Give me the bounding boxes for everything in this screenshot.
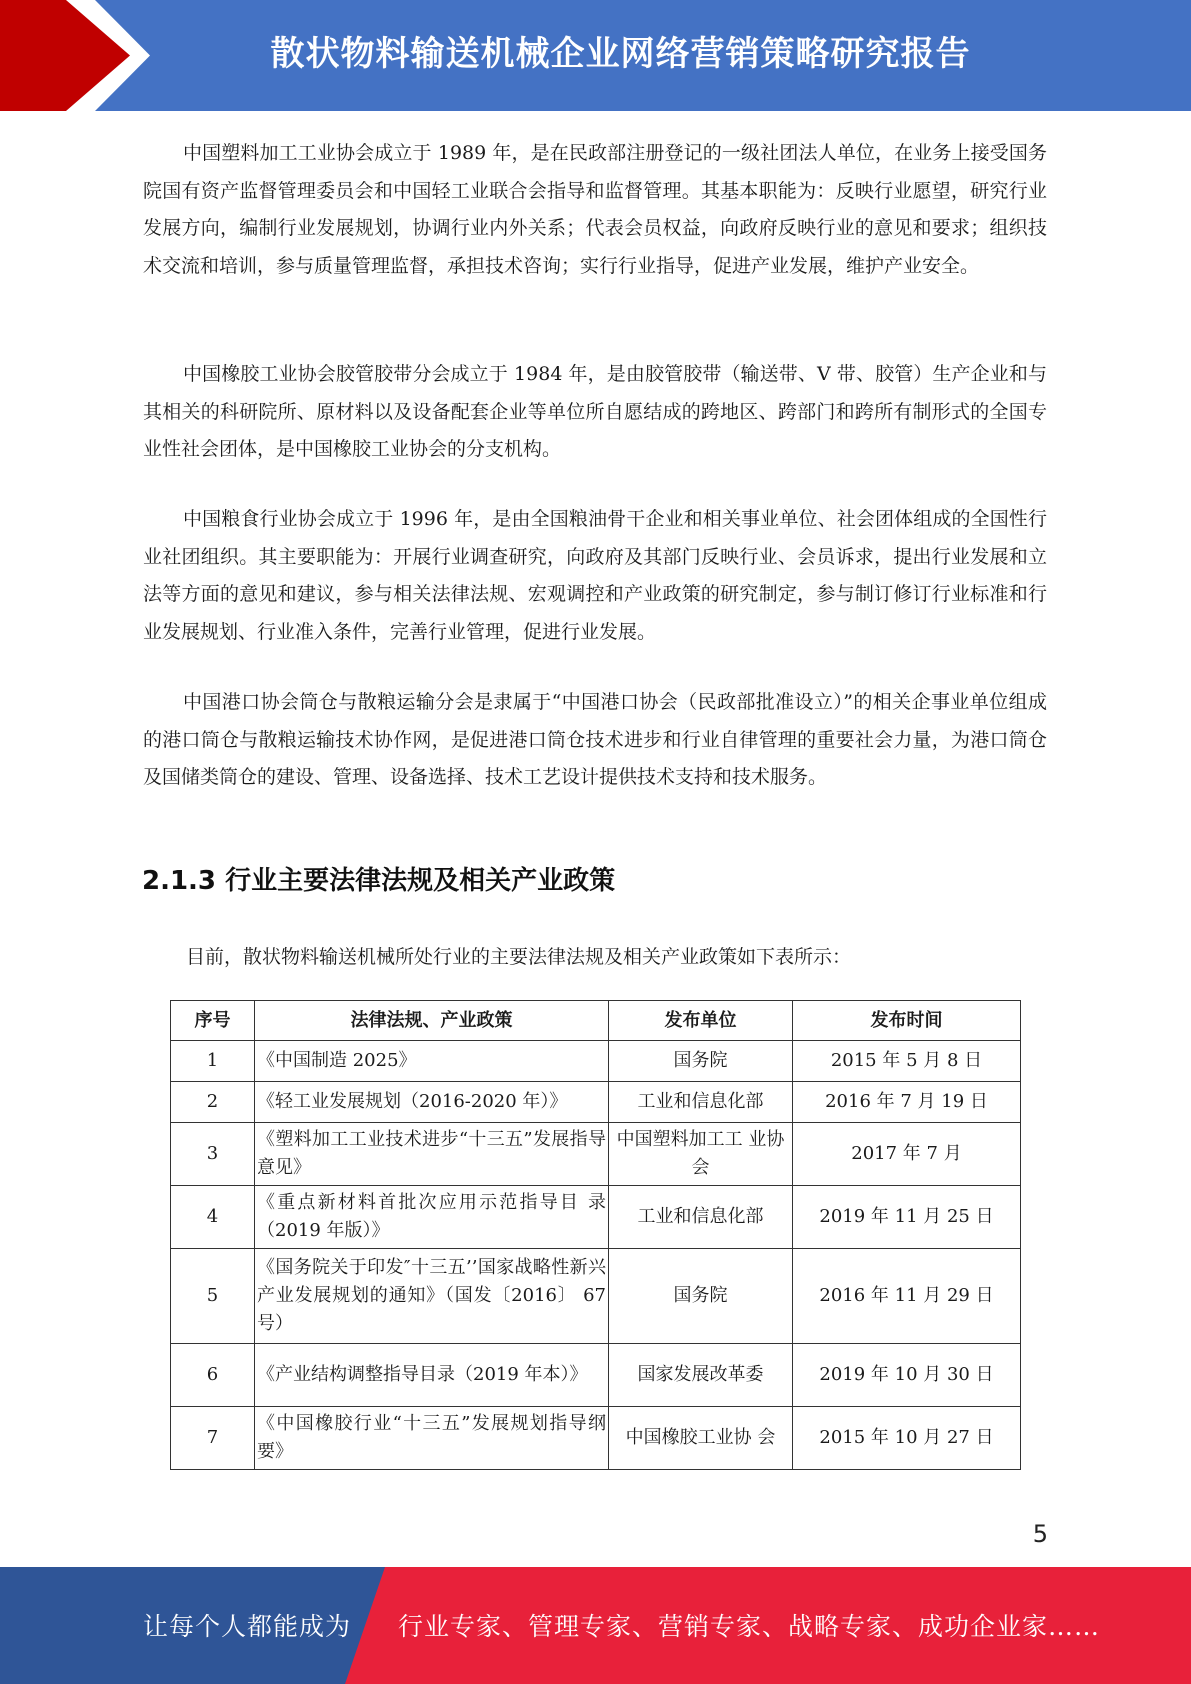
table-row <box>171 1082 1021 1123</box>
header-index: 序号 <box>171 1001 255 1041</box>
table-row <box>171 1041 1021 1082</box>
cell-index: 7 <box>171 1407 255 1470</box>
header-date: 发布时间 <box>793 1001 1021 1041</box>
page-footer <box>0 1567 1191 1684</box>
cell-policy: 《塑料加工工业技术进步“十三五”发展指导意见》 <box>255 1123 609 1186</box>
table-row <box>171 1344 1021 1407</box>
table-header-row <box>171 1001 1021 1041</box>
cell-date: 2019 年 10 月 30 日 <box>793 1344 1021 1407</box>
cell-date: 2016 年 11 月 29 日 <box>793 1249 1021 1344</box>
cell-publisher: 国务院 <box>609 1249 793 1344</box>
table-page-break-mask <box>160 1470 1040 1476</box>
cell-date: 2015 年 10 月 27 日 <box>793 1407 1021 1470</box>
cell-index: 3 <box>171 1123 255 1186</box>
cell-index: 6 <box>171 1344 255 1407</box>
cell-index: 1 <box>171 1041 255 1082</box>
cell-policy: 《中国制造 2025》 <box>255 1041 609 1082</box>
cell-policy: 《重点新材料首批次应用示范指导目 录（2019 年版）》 <box>255 1186 609 1249</box>
header-chevron-decoration <box>0 0 160 111</box>
cell-index: 5 <box>171 1249 255 1344</box>
page-number: 5 <box>1032 1520 1048 1548</box>
cell-date: 2016 年 7 月 19 日 <box>793 1082 1021 1123</box>
table-row <box>171 1186 1021 1249</box>
paragraph-grain-association: 中国粮食行业协会成立于 1996 年，是由全国粮油骨干企业和相关事业单位、社会团体组成的全国性行业社团组织。其主要职能为：开展行业调查研究，向政府及其部门反映行业、会员诉求，提出行业发展和立法等方面的意见和建议，参与相关法律法规、宏观调控和产业政策的研究制定，参与制订修订行业标准和行业发展规划、行业准入条件，完善行业管理，促进行业发展。 <box>143 508 1047 643</box>
cell-index: 2 <box>171 1082 255 1123</box>
footer-slogan-left: 让每个人都能成为 <box>143 1612 352 1641</box>
cell-publisher: 中国塑料加工工 业协会 <box>609 1123 793 1186</box>
cell-date: 2017 年 7 月 <box>793 1123 1021 1186</box>
table-row <box>171 1123 1021 1186</box>
cell-index: 4 <box>171 1186 255 1249</box>
paragraph-plastics-association: 中国塑料加工工业协会成立于 1989 年，是在民政部注册登记的一级社团法人单位，在业务上接受国务院国有资产监督管理委员会和中国轻工业联合会指导和监督管理。其基本职能为：反映行业愿望，研究行业发展方向，编制行业发展规划，协调行业内外关系；代表会员权益，向政府反映行业的意见和要求；组织技术交流和培训，参与质量管理监督，承担技术咨询；实行行业指导，促进产业发展，维护产业安全。 <box>143 142 1047 277</box>
cell-policy: 《轻工业发展规划（2016-2020 年）》 <box>255 1082 609 1123</box>
table-intro-text: 目前，散状物料输送机械所处行业的主要法律法规及相关产业政策如下表所示： <box>186 946 852 968</box>
cell-policy: 《中国橡胶行业“十三五”发展规划指导纲要》 <box>255 1407 609 1470</box>
cell-date: 2015 年 5 月 8 日 <box>793 1041 1021 1082</box>
cell-date: 2019 年 11 月 25 日 <box>793 1186 1021 1249</box>
section-heading: 2.1.3 行业主要法律法规及相关产业政策 <box>142 866 616 896</box>
paragraph-port-association: 中国港口协会筒仓与散粮运输分会是隶属于“中国港口协会（民政部批准设立）”的相关企事业单位组成的港口筒仓与散粮运输技术协作网，是促进港口筒仓技术进步和行业自律管理的重要社会力量，为港口筒仓及国储类筒仓的建设、管理、设备选择、技术工艺设计提供技术支持和技术服务。 <box>143 691 1047 788</box>
cell-publisher: 中国橡胶工业协 会 <box>609 1407 793 1470</box>
cell-publisher: 国家发展改革委 <box>609 1344 793 1407</box>
table-row <box>171 1407 1021 1470</box>
page-header <box>0 0 1191 111</box>
header-policy: 法律法规、产业政策 <box>255 1001 609 1041</box>
policy-table <box>170 1000 1021 1470</box>
paragraph-rubber-association: 中国橡胶工业协会胶管胶带分会成立于 1984 年，是由胶管胶带（输送带、V 带、胶管）生产企业和与其相关的科研院所、原材料以及设备配套企业等单位所自愿结成的跨地区、跨部门和跨所有制形式的全国专业性社会团体，是中国橡胶工业协会的分支机构。 <box>143 363 1047 460</box>
cell-policy: 《国务院关于印发″十三五’’国家战略性新兴产业发展规划的通知》（国发〔2016〕 67 号） <box>255 1249 609 1344</box>
footer-slogan-right: 行业专家、管理专家、营销专家、战略专家、成功企业家…… <box>398 1612 1101 1641</box>
cell-publisher: 工业和信息化部 <box>609 1186 793 1249</box>
report-title: 散状物料输送机械企业网络营销策略研究报告 <box>270 34 971 74</box>
table-row <box>171 1249 1021 1344</box>
cell-policy: 《产业结构调整指导目录（2019 年本）》 <box>255 1344 609 1407</box>
cell-publisher: 工业和信息化部 <box>609 1082 793 1123</box>
header-publisher: 发布单位 <box>609 1001 793 1041</box>
cell-publisher: 国务院 <box>609 1041 793 1082</box>
